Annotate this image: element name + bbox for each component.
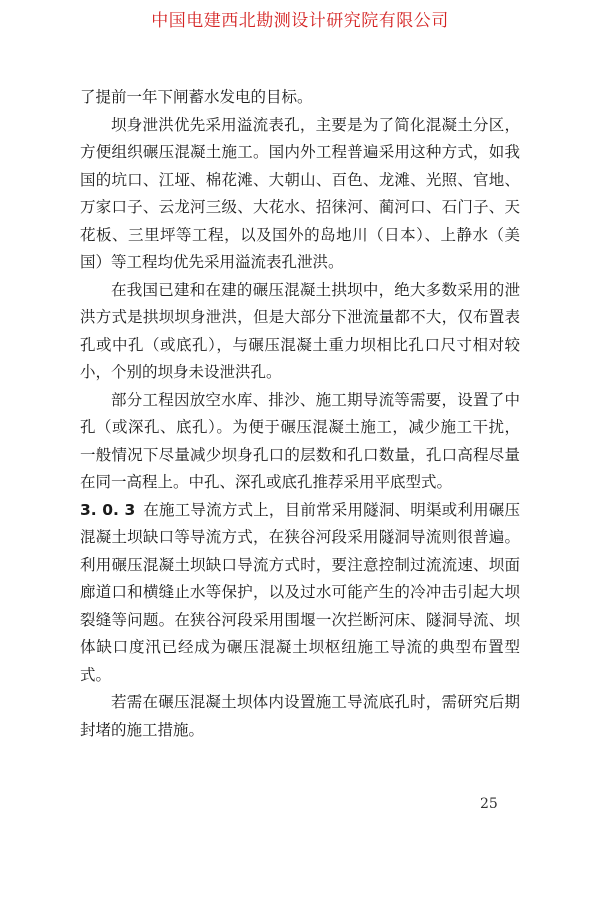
paragraph-diversion-outlet: 若需在碾压混凝土坝体内设置施工导流底孔时，需研究后期封堵的施工措施。 (80, 693, 520, 739)
page-number: 25 (480, 796, 498, 812)
header-watermark: 中国电建西北勘测设计研究院有限公司 (151, 11, 449, 31)
clause-number: 3. 0. 3 (80, 500, 136, 519)
paragraph-clause-3-0-3 (80, 497, 520, 690)
paragraph-arch-dam: 在我国已建和在建的碾压混凝土拱坝中，绝大多数采用的泄洪方式是拱坝坝身泄洪，但是大部分下泄流量都不大，仅布置表孔或中孔（或底孔），与碾压混凝土重力坝相比孔口尺寸相对较小，个别的坝身未设泄洪孔。 (80, 280, 520, 381)
paragraph-continuation: 了提前一年下闸蓄水发电的目标。 (80, 88, 313, 106)
clause-text: 在施工导流方式上，目前常采用隧洞、明渠或利用碾压混凝土坝缺口等导流方式，在狭谷河段采用隧洞导流则很普遍。利用碾压混凝土坝缺口导流方式时，要注意控制过流流速、坝面廊道口和横缝止水等保护，以及过水可能产生的冷冲击引起大坝裂缝等问题。在狭谷河段采用围堰一次拦断河床、隧洞导流、坝体缺口度汛已经成为碾压混凝土坝枢纽施工导流的典型布置型式。 (80, 500, 520, 684)
paragraph-orifices: 部分工程因放空水库、排沙、施工期导流等需要，设置了中孔（或深孔、底孔）。为便于碾压混凝土施工，减少施工干扰，一般情况下尽量减少坝身孔口的层数和孔口数量，孔口高程尽量在同一高程上。中孔、深孔或底孔推荐采用平底型式。 (80, 390, 520, 491)
document-body (80, 84, 520, 744)
paragraph-spillway: 坝身泄洪优先采用溢流表孔，主要是为了简化混凝土分区，方便组织碾压混凝土施工。国内外工程普遍采用这种方式，如我国的坑口、江垭、棉花滩、大朝山、百色、龙滩、光照、官地、万家口子、云龙河三级、大花水、招徕河、蔺河口、石门子、天花板、三里坪等工程，以及国外的岛地川（日本）、上静水（美国）等工程均优先采用溢流表孔泄洪。 (80, 115, 520, 271)
